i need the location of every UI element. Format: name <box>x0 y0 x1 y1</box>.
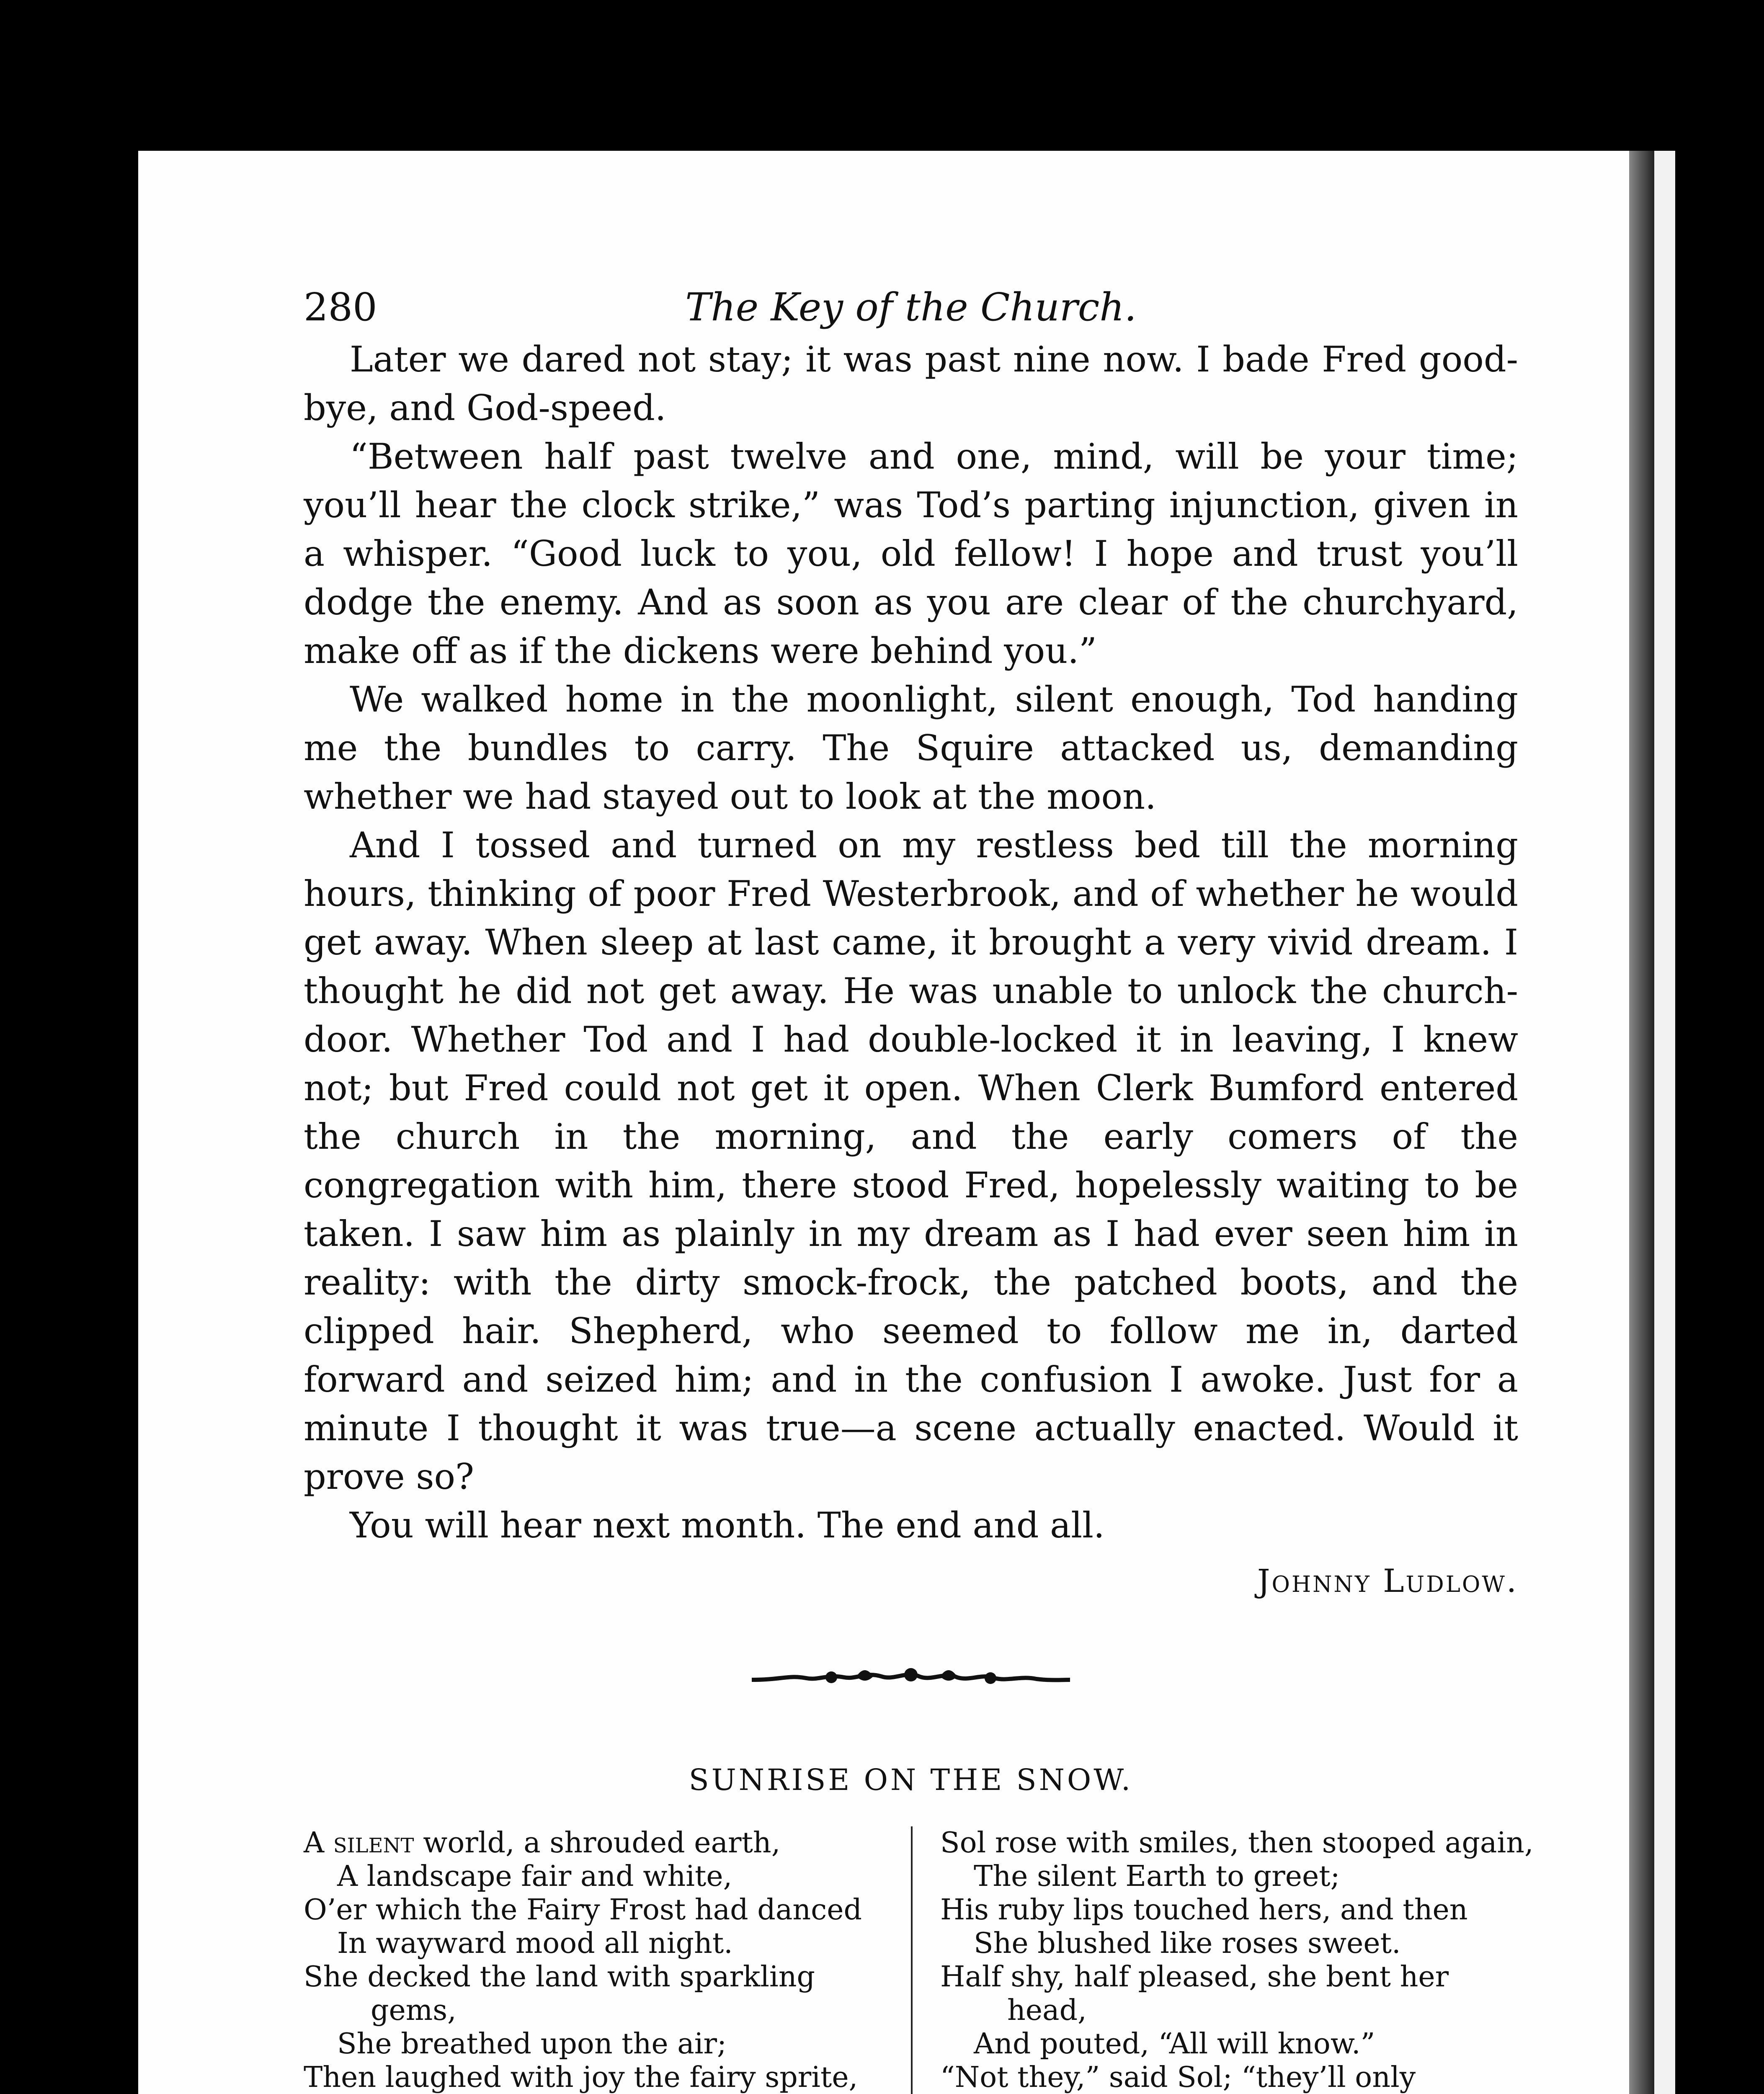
poem-line: A silent world, a shrouded earth, <box>304 1826 781 1859</box>
story-text <box>304 335 1518 1550</box>
column-divider <box>911 1826 913 2094</box>
author-signature: Johnny Ludlow. <box>1257 1562 1518 1599</box>
page-number: 280 <box>304 285 377 330</box>
poem-opening-words: A silent <box>304 1826 414 1859</box>
poem-line: His ruby lips touched hers, and then <box>940 1893 1468 1926</box>
flourish-icon <box>748 1662 1074 1696</box>
poem-line: A landscape fair and white, <box>337 1860 732 1893</box>
poem-line: O’er which the Fairy Frost had danced <box>304 1893 862 1926</box>
poem-line: The silent Earth to greet; <box>974 1860 1340 1893</box>
poem-line: Sol rose with smiles, then stooped again, <box>940 1826 1534 1859</box>
paragraph: Later we dared not stay; it was past nine now. I bade Fred good-bye, and God-speed. <box>304 339 1518 428</box>
poem-line: Then laughed with joy the fairy sprite, <box>304 2061 858 2094</box>
poem-line: Half shy, half pleased, she bent her <box>940 1960 1449 1993</box>
poem-line: She decked the land with sparkling <box>304 1960 815 1993</box>
paragraph: We walked home in the moonlight, silent enough, Tod handing me the bundles to carry. The Squire attacked us, demanding whether we had stayed out to look at the moon. <box>304 679 1518 817</box>
page-header <box>304 285 1518 335</box>
poem-stanza <box>304 1826 886 2094</box>
poem-line: She breathed upon the air; <box>337 2027 727 2060</box>
ornamental-divider <box>304 1662 1518 1696</box>
poem-line: In wayward mood all night. <box>337 1927 733 1960</box>
paragraph: “Between half past twelve and one, mind, will be your time; you’ll hear the clock strike,” was Tod’s parting injunction, given in a whisper. “Good luck to you, old fellow! I hope and trust you’ll dodge the enemy. And as soon as you are clear of the churchyard, make off as if the dickens were behind you.” <box>304 436 1518 671</box>
poem-stanza <box>940 1826 1534 2094</box>
poem-line: gems, <box>371 1994 456 2027</box>
poem-line: And pouted, “All will know.” <box>974 2027 1375 2060</box>
poem-columns <box>304 1826 1534 2094</box>
paragraph: You will hear next month. The end and all. <box>350 1505 1105 1546</box>
page-edge-shadow <box>1629 151 1654 2094</box>
page-content <box>304 285 1534 2094</box>
poem-line: “Not they,” said Sol; “they’ll only <box>940 2061 1416 2094</box>
paragraph: And I tossed and turned on my restless bed till the morning hours, thinking of poor Fred Westerbrook, and of whether he would get away. When sleep at last came, it brought a very vivid dream. I thought he did not get away. He was unable to unlock the church-door. Whether Tod and I had double-locked it in leaving, I knew not; but Fred could not get it open. When Clerk Bumford entered the church in the morning, and the early comers of the congregation with him, there stood Fred, hopelessly waiting to be taken. I saw him as plainly in my dream as I had ever seen him in reality: with the dirty smock-frock, the patched boots, and the clipped hair. Shepherd, who seemed to follow me in, darted forward and seized him; and in the confusion I awoke. Just for a minute I thought it was true—a scene actually enacted. Would it prove so? <box>304 825 1518 1497</box>
running-title: The Key of the Church. <box>685 285 1137 330</box>
poem-line: head, <box>1007 1994 1087 2027</box>
poem-left-column <box>304 1826 911 2094</box>
poem-line: She blushed like roses sweet. <box>974 1927 1401 1960</box>
poem-right-column <box>911 1826 1534 2094</box>
poem-title: SUNRISE ON THE SNOW. <box>689 1763 1133 1797</box>
next-page-edge <box>1654 151 1675 2094</box>
